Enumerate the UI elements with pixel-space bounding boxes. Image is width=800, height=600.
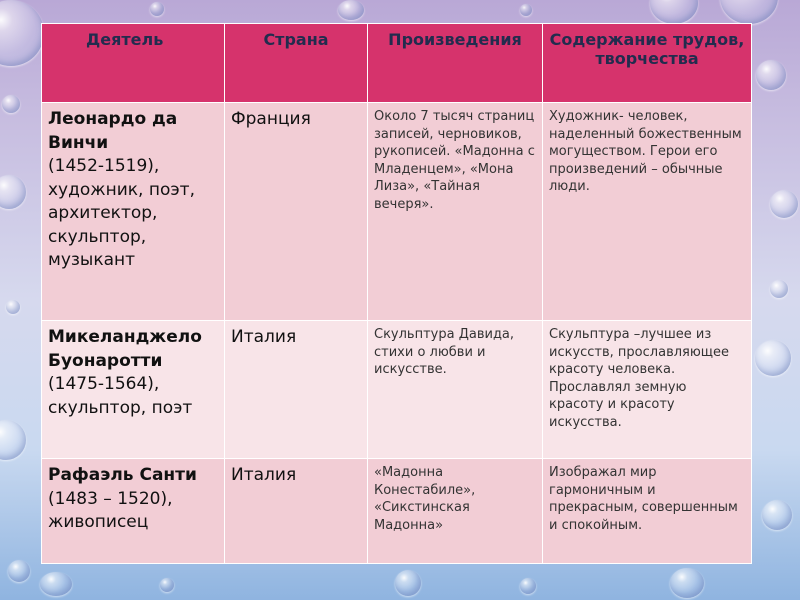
country-cell: Италия — [225, 321, 368, 459]
water-drop-decoration — [520, 4, 532, 16]
table-row — [42, 103, 752, 321]
table-header-row — [42, 24, 752, 103]
works-cell: Около 7 тысяч страниц записей, черновиков, рукописей. «Мадонна с Младенцем», «Мона Лиза», «Тайная вечеря». — [368, 103, 543, 321]
water-drop-decoration — [150, 2, 164, 16]
figure-description: (1452-1519), художник, поэт, архитектор, скульптор, музыкант — [48, 156, 195, 270]
content-cell: Художник- человек, наделенный божественным могуществом. Герои его произведений – обычные люди. — [543, 103, 752, 321]
water-drop-decoration — [8, 560, 30, 582]
water-drop-decoration — [160, 578, 174, 592]
water-drop-decoration — [755, 340, 791, 376]
water-drop-decoration — [6, 300, 20, 314]
water-drop-decoration — [0, 420, 26, 460]
water-drop-decoration — [720, 0, 778, 24]
water-drop-decoration — [770, 280, 788, 298]
water-drop-decoration — [2, 95, 20, 113]
header-figure: Деятель — [42, 24, 225, 103]
figure-cell — [42, 459, 225, 564]
figure-name: Рафаэль Санти — [48, 465, 197, 485]
header-works: Произведения — [368, 24, 543, 103]
water-drop-decoration — [40, 572, 72, 596]
header-content: Содержание трудов, творчества — [543, 24, 752, 103]
water-drop-decoration — [520, 578, 536, 594]
renaissance-figures-table — [41, 23, 752, 564]
water-drop-decoration — [0, 175, 26, 209]
figure-cell — [42, 321, 225, 459]
water-drop-decoration — [650, 0, 698, 24]
water-drop-decoration — [670, 568, 704, 598]
figure-description: (1475-1564), скульптор, поэт — [48, 374, 193, 418]
water-drop-decoration — [338, 0, 364, 20]
figure-description: (1483 – 1520), живописец — [48, 488, 173, 532]
water-drop-decoration — [756, 60, 786, 90]
header-country: Страна — [225, 24, 368, 103]
figure-cell — [42, 103, 225, 321]
content-cell: Изображал мир гармоничным и прекрасным, совершенным и спокойным. — [543, 459, 752, 564]
water-drop-decoration — [770, 190, 798, 218]
water-drop-decoration — [762, 500, 792, 530]
table-row — [42, 321, 752, 459]
content-cell: Скульптура –лучшее из искусств, прославляющее красоту человека. Прославлял земную красоту и красоту искусства. — [543, 321, 752, 459]
works-cell: «Мадонна Конестабиле», «Сикстинская Мадонна» — [368, 459, 543, 564]
table-row — [42, 459, 752, 564]
water-drop-decoration — [0, 0, 44, 66]
figure-name: Микеланджело Буонаротти — [48, 327, 202, 371]
water-drop-decoration — [395, 570, 421, 596]
country-cell: Франция — [225, 103, 368, 321]
country-cell: Италия — [225, 459, 368, 564]
works-cell: Скульптура Давида, стихи о любви и искусстве. — [368, 321, 543, 459]
figure-name: Леонардо да Винчи — [48, 109, 178, 153]
